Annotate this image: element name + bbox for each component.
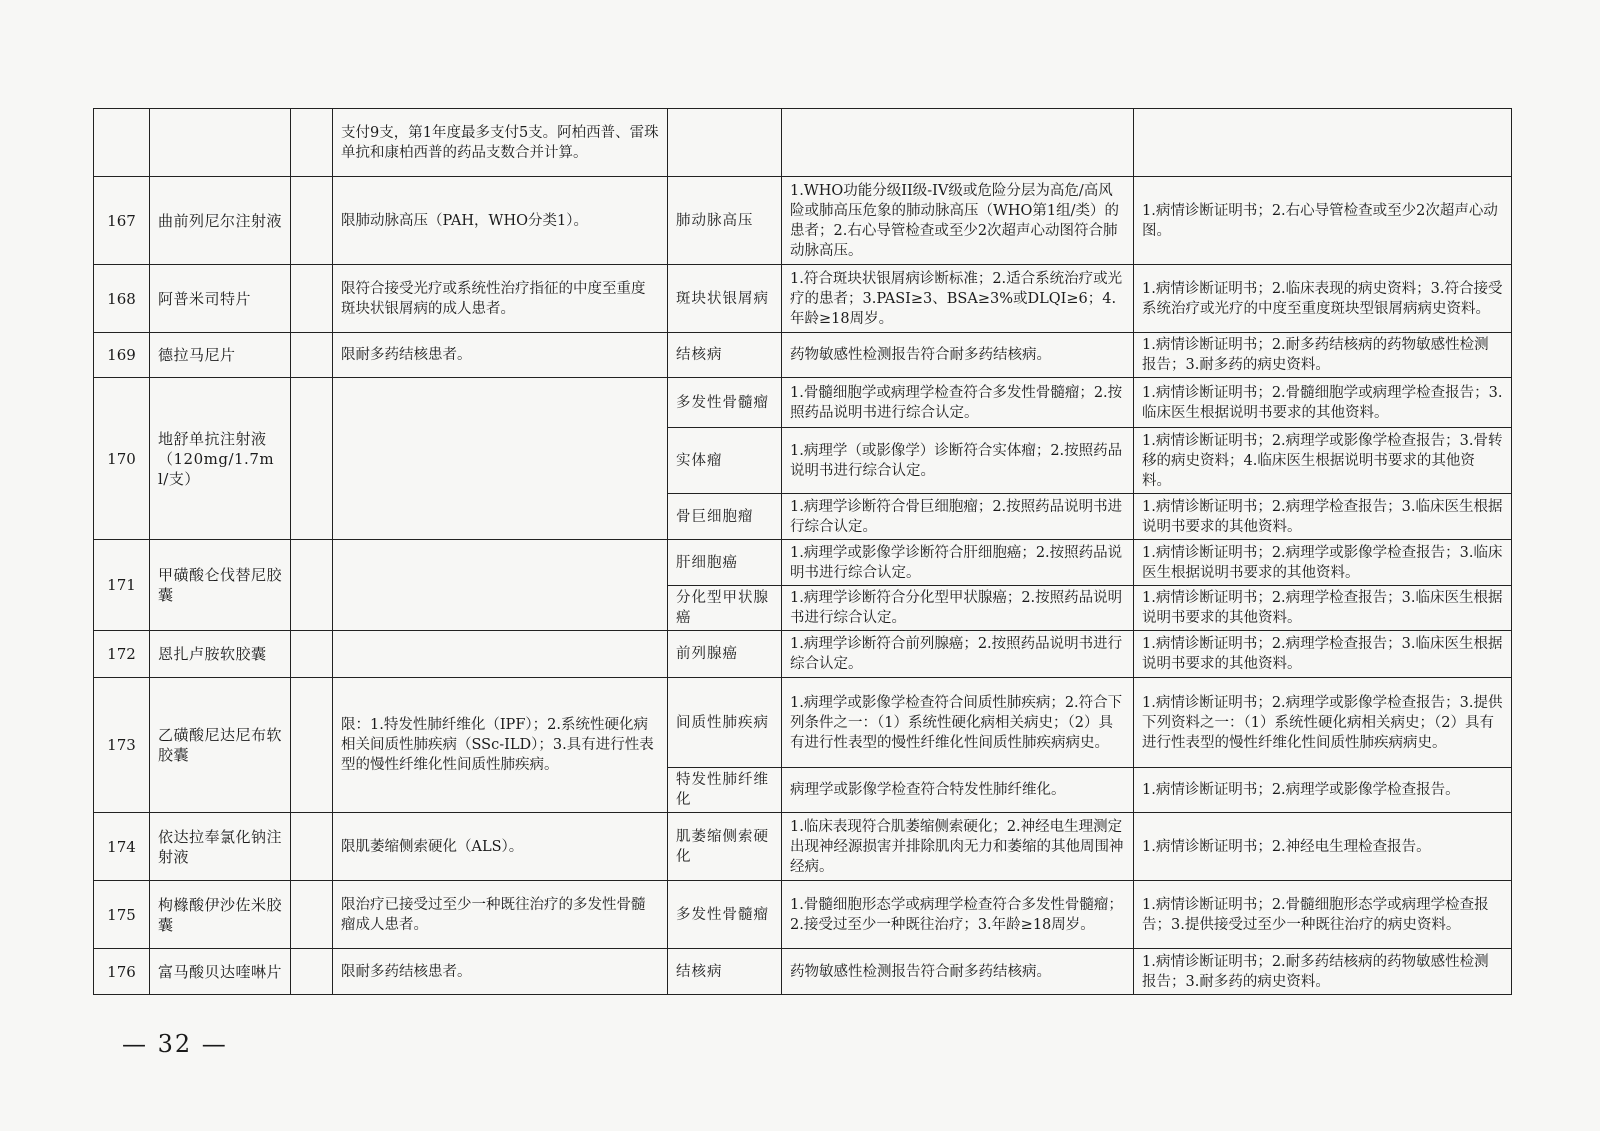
table-row — [94, 540, 1512, 586]
blank-cell — [291, 813, 333, 881]
disease: 肺动脉高压 — [668, 177, 782, 265]
table-row — [94, 631, 1512, 678]
row-number: 169 — [94, 333, 150, 378]
disease: 多发性骨髓瘤 — [668, 881, 782, 949]
diagnosis-criteria: 1.病理学或影像学检查符合间质性肺疾病；2.符合下列条件之一：（1）系统性硬化病相关病史；（2）具有进行性表型的慢性纤维化性间质性肺疾病病史。 — [782, 678, 1134, 768]
required-materials: 1.病情诊断证明书；2.病理学检查报告；3.临床医生根据说明书要求的其他资料。 — [1134, 494, 1512, 540]
disease: 斑块状银屑病 — [668, 265, 782, 333]
required-materials: 1.病情诊断证明书；2.骨髓细胞形态学或病理学检查报告；3.提供接受过至少一种既往治疗的病史资料。 — [1134, 881, 1512, 949]
required-materials: 1.病情诊断证明书；2.临床表现的病史资料；3.符合接受系统治疗或光疗的中度至重度斑块型银屑病病史资料。 — [1134, 265, 1512, 333]
payment-limit — [333, 631, 668, 678]
drug-name: 阿普米司特片 — [150, 265, 291, 333]
blank-cell — [291, 949, 333, 995]
disease: 骨巨细胞瘤 — [668, 494, 782, 540]
disease: 肌萎缩侧索硬化 — [668, 813, 782, 881]
table-row — [94, 333, 1512, 378]
disease — [668, 109, 782, 177]
row-number: 174 — [94, 813, 150, 881]
payment-limit: 限治疗已接受过至少一种既往治疗的多发性骨髓瘤成人患者。 — [333, 881, 668, 949]
drug-name: 恩扎卢胺软胶囊 — [150, 631, 291, 678]
diagnosis-criteria: 1.骨髓细胞学或病理学检查符合多发性骨髓瘤；2.按照药品说明书进行综合认定。 — [782, 378, 1134, 428]
payment-limit: 限符合接受光疗或系统性治疗指征的中度至重度斑块状银屑病的成人患者。 — [333, 265, 668, 333]
drug-name: 地舒单抗注射液（120mg/1.7ml/支） — [150, 378, 291, 540]
table-row — [94, 378, 1512, 428]
diagnosis-criteria: 1.病理学或影像学诊断符合肝细胞癌；2.按照药品说明书进行综合认定。 — [782, 540, 1134, 586]
disease: 多发性骨髓瘤 — [668, 378, 782, 428]
required-materials: 1.病情诊断证明书；2.神经电生理检查报告。 — [1134, 813, 1512, 881]
drug-name: 甲磺酸仑伐替尼胶囊 — [150, 540, 291, 631]
row-number: 170 — [94, 378, 150, 540]
payment-limit: 限肌萎缩侧索硬化（ALS）。 — [333, 813, 668, 881]
table-row — [94, 177, 1512, 265]
row-number: 168 — [94, 265, 150, 333]
table-row — [94, 881, 1512, 949]
disease: 结核病 — [668, 949, 782, 995]
document-page — [93, 108, 1511, 995]
row-number: 176 — [94, 949, 150, 995]
row-number — [94, 109, 150, 177]
diagnosis-criteria: 病理学或影像学检查符合特发性肺纤维化。 — [782, 768, 1134, 813]
required-materials — [1134, 109, 1512, 177]
blank-cell — [291, 333, 333, 378]
disease: 肝细胞癌 — [668, 540, 782, 586]
diagnosis-criteria: 药物敏感性检测报告符合耐多药结核病。 — [782, 333, 1134, 378]
drug-name: 富马酸贝达喹啉片 — [150, 949, 291, 995]
required-materials: 1.病情诊断证明书；2.耐多药结核病的药物敏感性检测报告；3.耐多药的病史资料。 — [1134, 333, 1512, 378]
disease: 前列腺癌 — [668, 631, 782, 678]
drug-name: 乙磺酸尼达尼布软胶囊 — [150, 678, 291, 813]
payment-limit — [333, 540, 668, 631]
row-number: 171 — [94, 540, 150, 631]
blank-cell — [291, 378, 333, 540]
page-number: — 32 — — [122, 1030, 228, 1058]
diagnosis-criteria: 1.病理学诊断符合骨巨细胞瘤；2.按照药品说明书进行综合认定。 — [782, 494, 1134, 540]
disease: 分化型甲状腺癌 — [668, 586, 782, 631]
required-materials: 1.病情诊断证明书；2.病理学或影像学检查报告；3.临床医生根据说明书要求的其他资料。 — [1134, 540, 1512, 586]
disease: 特发性肺纤维化 — [668, 768, 782, 813]
drug-name: 依达拉奉氯化钠注射液 — [150, 813, 291, 881]
row-number: 173 — [94, 678, 150, 813]
payment-limit: 限肺动脉高压（PAH，WHO分类1）。 — [333, 177, 668, 265]
payment-limit: 限耐多药结核患者。 — [333, 333, 668, 378]
payment-limit: 限：1.特发性肺纤维化（IPF）；2.系统性硬化病相关间质性肺疾病（SSc-ILD）；3.具有进行性表型的慢性纤维化性间质性肺疾病。 — [333, 678, 668, 813]
required-materials: 1.病情诊断证明书；2.右心导管检查或至少2次超声心动图。 — [1134, 177, 1512, 265]
table-row — [94, 813, 1512, 881]
diagnosis-criteria: 1.符合斑块状银屑病诊断标准；2.适合系统治疗或光疗的患者；3.PASI≥3、BSA≥3%或DLQI≥6；4.年龄≥18周岁。 — [782, 265, 1134, 333]
disease: 间质性肺疾病 — [668, 678, 782, 768]
blank-cell — [291, 540, 333, 631]
diagnosis-criteria: 1.病理学诊断符合前列腺癌；2.按照药品说明书进行综合认定。 — [782, 631, 1134, 678]
blank-cell — [291, 631, 333, 678]
row-number: 175 — [94, 881, 150, 949]
required-materials: 1.病情诊断证明书；2.病理学或影像学检查报告。 — [1134, 768, 1512, 813]
disease: 结核病 — [668, 333, 782, 378]
disease: 实体瘤 — [668, 428, 782, 494]
drug-name: 枸橼酸伊沙佐米胶囊 — [150, 881, 291, 949]
table-row — [94, 949, 1512, 995]
diagnosis-criteria — [782, 109, 1134, 177]
row-number: 167 — [94, 177, 150, 265]
diagnosis-criteria: 药物敏感性检测报告符合耐多药结核病。 — [782, 949, 1134, 995]
blank-cell — [291, 177, 333, 265]
payment-limit — [333, 378, 668, 540]
blank-cell — [291, 109, 333, 177]
row-number: 172 — [94, 631, 150, 678]
drug-name — [150, 109, 291, 177]
required-materials: 1.病情诊断证明书；2.病理学检查报告；3.临床医生根据说明书要求的其他资料。 — [1134, 631, 1512, 678]
diagnosis-criteria: 1.病理学（或影像学）诊断符合实体瘤；2.按照药品说明书进行综合认定。 — [782, 428, 1134, 494]
diagnosis-criteria: 1.临床表现符合肌萎缩侧索硬化；2.神经电生理测定出现神经源损害并排除肌肉无力和萎缩的其他周围神经病。 — [782, 813, 1134, 881]
blank-cell — [291, 678, 333, 813]
drug-table — [93, 108, 1512, 995]
table-row — [94, 109, 1512, 177]
required-materials: 1.病情诊断证明书；2.病理学或影像学检查报告；3.提供下列资料之一：（1）系统性硬化病相关病史；（2）具有进行性表型的慢性纤维化性间质性肺疾病病史。 — [1134, 678, 1512, 768]
table-row — [94, 265, 1512, 333]
blank-cell — [291, 265, 333, 333]
drug-name: 德拉马尼片 — [150, 333, 291, 378]
payment-limit: 限耐多药结核患者。 — [333, 949, 668, 995]
blank-cell — [291, 881, 333, 949]
required-materials: 1.病情诊断证明书；2.病理学或影像学检查报告；3.骨转移的病史资料；4.临床医生根据说明书要求的其他资料。 — [1134, 428, 1512, 494]
required-materials: 1.病情诊断证明书；2.病理学检查报告；3.临床医生根据说明书要求的其他资料。 — [1134, 586, 1512, 631]
table-row — [94, 678, 1512, 768]
drug-name: 曲前列尼尔注射液 — [150, 177, 291, 265]
diagnosis-criteria: 1.病理学诊断符合分化型甲状腺癌；2.按照药品说明书进行综合认定。 — [782, 586, 1134, 631]
required-materials: 1.病情诊断证明书；2.骨髓细胞学或病理学检查报告；3.临床医生根据说明书要求的其他资料。 — [1134, 378, 1512, 428]
payment-limit: 支付9支，第1年度最多支付5支。阿柏西普、雷珠单抗和康柏西普的药品支数合并计算。 — [333, 109, 668, 177]
diagnosis-criteria: 1.骨髓细胞形态学或病理学检查符合多发性骨髓瘤；2.接受过至少一种既往治疗；3.年龄≥18周岁。 — [782, 881, 1134, 949]
required-materials: 1.病情诊断证明书；2.耐多药结核病的药物敏感性检测报告；3.耐多药的病史资料。 — [1134, 949, 1512, 995]
diagnosis-criteria: 1.WHO功能分级II级-IV级或危险分层为高危/高风险或肺高压危象的肺动脉高压（WHO第1组/类）的患者；2.右心导管检查或至少2次超声心动图符合肺动脉高压。 — [782, 177, 1134, 265]
